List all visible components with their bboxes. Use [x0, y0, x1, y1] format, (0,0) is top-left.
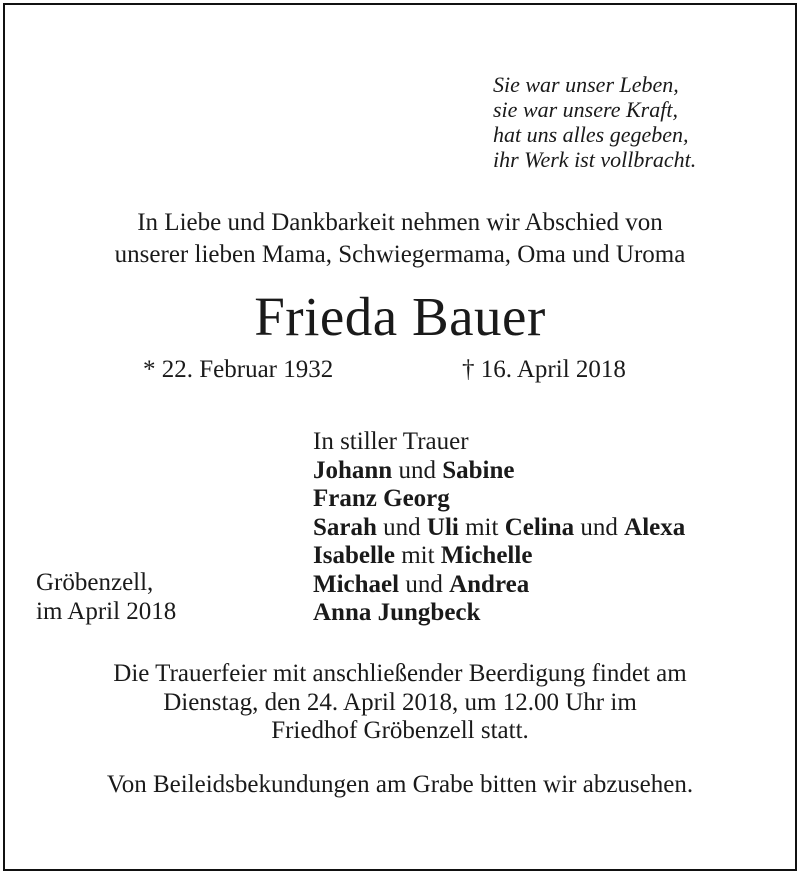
mourner-line: [313, 599, 685, 628]
mourners-heading: In stiller Trauer: [313, 428, 469, 455]
birth-date: * 22. Februar 1932: [143, 356, 334, 383]
mourner-name: Sabine: [442, 456, 515, 484]
mourner-name: Alexa: [624, 513, 686, 541]
place-and-date: [36, 569, 176, 626]
mourner-name: Michael: [313, 570, 400, 598]
poem-line: sie war unsere Kraft,: [493, 97, 678, 122]
farewell-intro: [0, 207, 800, 271]
mourner-line: [313, 485, 685, 514]
death-date: † 16. April 2018: [462, 356, 626, 383]
mourner-name: Uli: [426, 513, 459, 541]
connector-word: mit: [401, 542, 435, 569]
connector-word: und: [580, 513, 618, 541]
mourner-name: Andrea: [449, 570, 530, 598]
mourner-line: [313, 514, 685, 543]
intro-line: unserer lieben Mama, Schwiegermama, Oma und Uroma: [114, 241, 686, 268]
connector-word: und: [398, 456, 436, 484]
mourner-name: Johann: [313, 456, 393, 484]
mourner-name: Franz Georg: [313, 485, 450, 512]
poem-line: hat uns alles gegeben,: [493, 122, 689, 147]
place-town: Gröbenzell,: [36, 569, 154, 596]
mourner-line: [313, 571, 685, 600]
connector-word: mit: [465, 513, 499, 541]
mourner-line: [313, 542, 685, 571]
place-date: im April 2018: [36, 597, 177, 625]
connector-word: und: [383, 513, 421, 541]
funeral-line: Die Trauerfeier mit anschließender Beerdigung findet am: [113, 660, 687, 687]
mourner-name: Michelle: [440, 542, 533, 569]
funeral-line: Friedhof Gröbenzell statt.: [271, 717, 529, 744]
condolence-request: Von Beileidsbekundungen am Grabe bitten wir abzusehen.: [106, 771, 694, 798]
poem-line: Sie war unser Leben,: [493, 72, 679, 97]
poem-line: ihr Werk ist vollbracht.: [493, 147, 697, 172]
mourner-name: Anna Jungbeck: [313, 599, 481, 626]
mourner-line: [313, 457, 685, 486]
intro-line: In Liebe und Dankbarkeit nehmen wir Abschied von: [137, 209, 663, 236]
mourner-name: Isabelle: [313, 542, 395, 569]
mourner-name: Sarah: [313, 513, 377, 541]
mourner-name: Celina: [504, 513, 575, 541]
deceased-name: Frieda Bauer: [254, 286, 546, 347]
funeral-line: Dienstag, den 24. April 2018, um 12.00 Uhr im: [163, 688, 637, 716]
mourners-list: [313, 428, 685, 628]
memorial-poem: [493, 72, 696, 172]
connector-word: und: [405, 570, 443, 598]
funeral-notice: [0, 660, 800, 746]
